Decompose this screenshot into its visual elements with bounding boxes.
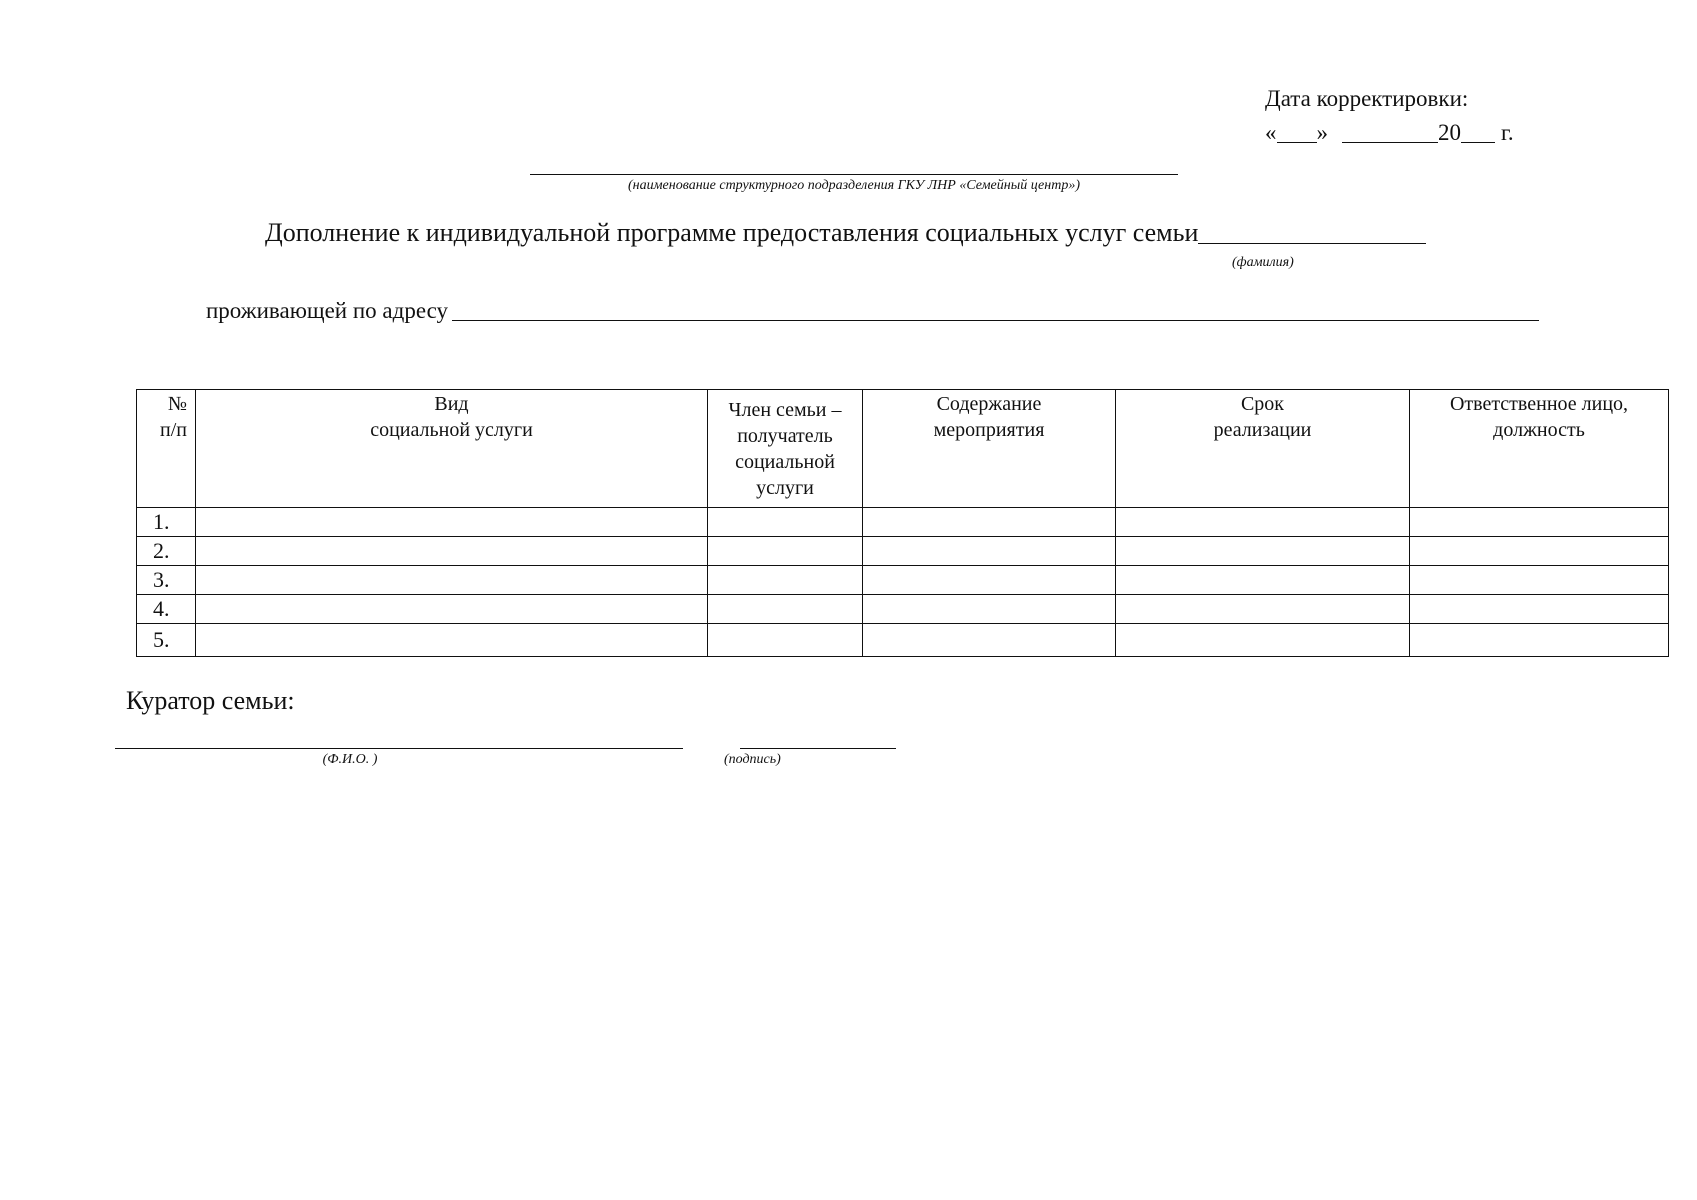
table-cell[interactable] — [196, 624, 708, 657]
table-cell[interactable] — [1116, 595, 1410, 624]
table-row — [137, 508, 1669, 537]
header-service-type: Вид социальной услуги — [196, 390, 708, 508]
row-number: 1. — [137, 508, 196, 537]
document-title-text: Дополнение к индивидуальной программе предоставления социальных услуг семьи — [265, 218, 1199, 247]
unit-name-line[interactable] — [530, 174, 1178, 175]
curator-label: Куратор семьи: — [126, 686, 295, 715]
header-deadline: Срок реализации — [1116, 390, 1410, 508]
table-cell[interactable] — [1410, 537, 1669, 566]
document-title — [265, 218, 1426, 248]
table-cell[interactable] — [863, 595, 1116, 624]
table-cell[interactable] — [1410, 595, 1669, 624]
row-number: 4. — [137, 595, 196, 624]
day-blank[interactable] — [1277, 122, 1317, 143]
address-row — [206, 298, 1539, 324]
table-cell[interactable] — [708, 624, 863, 657]
surname-blank[interactable] — [1198, 223, 1426, 244]
header-family-member: Член семьи – получатель социальной услуги — [708, 390, 863, 508]
curator-fio-caption: (Ф.И.О. ) — [322, 752, 378, 767]
table-cell[interactable] — [196, 595, 708, 624]
table-cell[interactable] — [863, 624, 1116, 657]
unit-name-caption: (наименование структурного подразделения ГКУ ЛНР «Семейный центр») — [628, 178, 1080, 193]
table-cell[interactable] — [1410, 566, 1669, 595]
table-row — [137, 537, 1669, 566]
table-cell[interactable] — [1410, 624, 1669, 657]
table-cell[interactable] — [863, 537, 1116, 566]
curator-signature-caption: (подпись) — [724, 752, 781, 767]
table-row — [137, 566, 1669, 595]
table-cell[interactable] — [863, 508, 1116, 537]
table-cell[interactable] — [708, 595, 863, 624]
surname-caption: (фамилия) — [1232, 255, 1294, 270]
table-row — [137, 624, 1669, 657]
curator-fio-line[interactable] — [115, 748, 683, 749]
row-number: 5. — [137, 624, 196, 657]
header-number: № п/п — [137, 390, 196, 508]
header-activity-content: Содержание мероприятия — [863, 390, 1116, 508]
year-blank[interactable] — [1461, 122, 1495, 143]
table-cell[interactable] — [1116, 624, 1410, 657]
table-cell[interactable] — [708, 508, 863, 537]
table-cell[interactable] — [1116, 537, 1410, 566]
table-cell[interactable] — [708, 566, 863, 595]
table-cell[interactable] — [863, 566, 1116, 595]
table-row — [137, 595, 1669, 624]
date-century: 20 — [1438, 120, 1461, 145]
services-table — [136, 389, 1669, 657]
correction-date-label: Дата корректировки: — [1265, 86, 1469, 111]
table-cell[interactable] — [196, 566, 708, 595]
table-cell[interactable] — [1116, 566, 1410, 595]
row-number: 2. — [137, 537, 196, 566]
curator-signature-line[interactable] — [740, 748, 896, 749]
address-label: проживающей по адресу — [206, 298, 449, 323]
header-responsible-person: Ответственное лицо, должность — [1410, 390, 1669, 508]
table-cell[interactable] — [1116, 508, 1410, 537]
month-blank[interactable] — [1342, 122, 1438, 143]
table-header-row — [137, 390, 1669, 508]
table-cell[interactable] — [196, 537, 708, 566]
date-year-suffix: г. — [1501, 120, 1514, 145]
date-open-quote: « — [1265, 120, 1277, 145]
table-cell[interactable] — [1410, 508, 1669, 537]
date-close-quote: » — [1316, 120, 1328, 145]
correction-date-field[interactable] — [1265, 120, 1514, 146]
row-number: 3. — [137, 566, 196, 595]
table-cell[interactable] — [196, 508, 708, 537]
address-blank[interactable] — [452, 300, 1539, 321]
table-cell[interactable] — [708, 537, 863, 566]
